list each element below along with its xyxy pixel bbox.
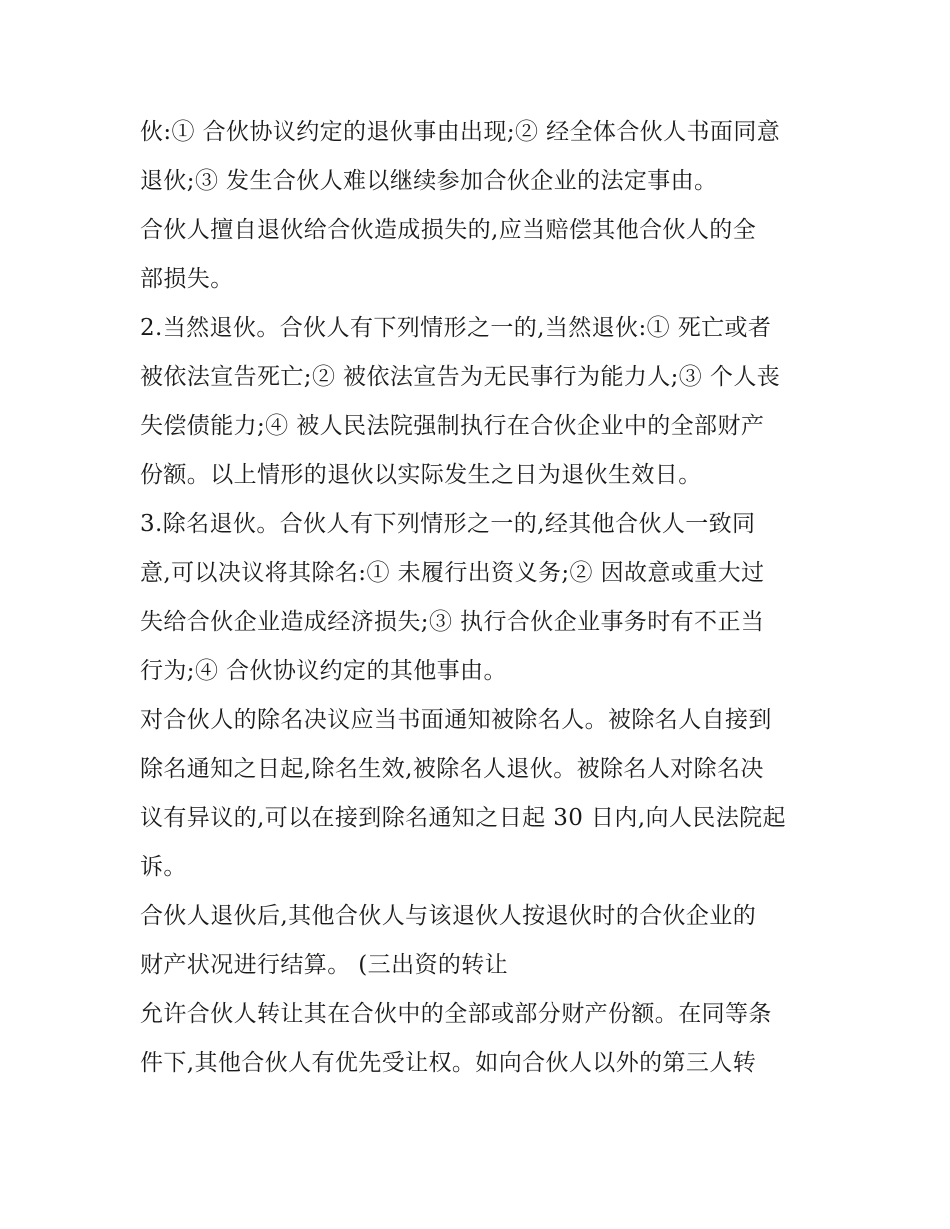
text-line: 失给合伙企业造成经济损失;③ 执行合伙企业事务时有不正当 xyxy=(140,609,765,635)
text-line: 诉。 xyxy=(140,854,187,880)
text-line: 行为;④ 合伙协议约定的其他事由。 xyxy=(140,658,507,684)
text-line: 被依法宣告死亡;② 被依法宣告为无民事行为能力人;③ 个人丧 xyxy=(140,364,781,390)
text-line: 意,可以决议将其除名:① 未履行出资义务;② 因故意或重大过 xyxy=(140,560,765,586)
text-line: 失偿债能力;④ 被人民法院强制执行在合伙企业中的全部财产 xyxy=(140,413,765,439)
text-line: 财产状况进行结算。 (三出资的转让 xyxy=(140,952,509,978)
document-page xyxy=(140,108,820,1088)
text-line: 3.除名退伙。合伙人有下列情形之一的,经其他合伙人一致同 xyxy=(140,511,756,537)
text-line: 部损失。 xyxy=(140,266,234,292)
text-line: 允许合伙人转让其在合伙中的全部或部分财产份额。在同等条 xyxy=(140,1001,772,1027)
text-line: 2.当然退伙。合伙人有下列情形之一的,当然退伙:① 死亡或者 xyxy=(140,315,772,341)
text-line: 议有异议的,可以在接到除名通知之日起 30 日内,向人民法院起 xyxy=(140,805,786,831)
text-line: 伙:① 合伙协议约定的退伙事由出现;② 经全体合伙人书面同意 xyxy=(140,119,781,145)
text-line: 除名通知之日起,除名生效,被除名人退伙。被除名人对除名决 xyxy=(140,756,764,782)
text-line: 退伙;③ 发生合伙人难以继续参加合伙企业的法定事由。 xyxy=(140,168,718,194)
text-line: 合伙人擅自退伙给合伙造成损失的,应当赔偿其他合伙人的全 xyxy=(140,217,757,243)
text-line: 份额。以上情形的退伙以实际发生之日为退伙生效日。 xyxy=(140,462,702,488)
text-line: 件下,其他合伙人有优先受让权。如向合伙人以外的第三人转 xyxy=(140,1050,757,1076)
text-line: 对合伙人的除名决议应当书面通知被除名人。被除名人自接到 xyxy=(140,707,772,733)
text-line: 合伙人退伙后,其他合伙人与该退伙人按退伙时的合伙企业的 xyxy=(140,903,757,929)
